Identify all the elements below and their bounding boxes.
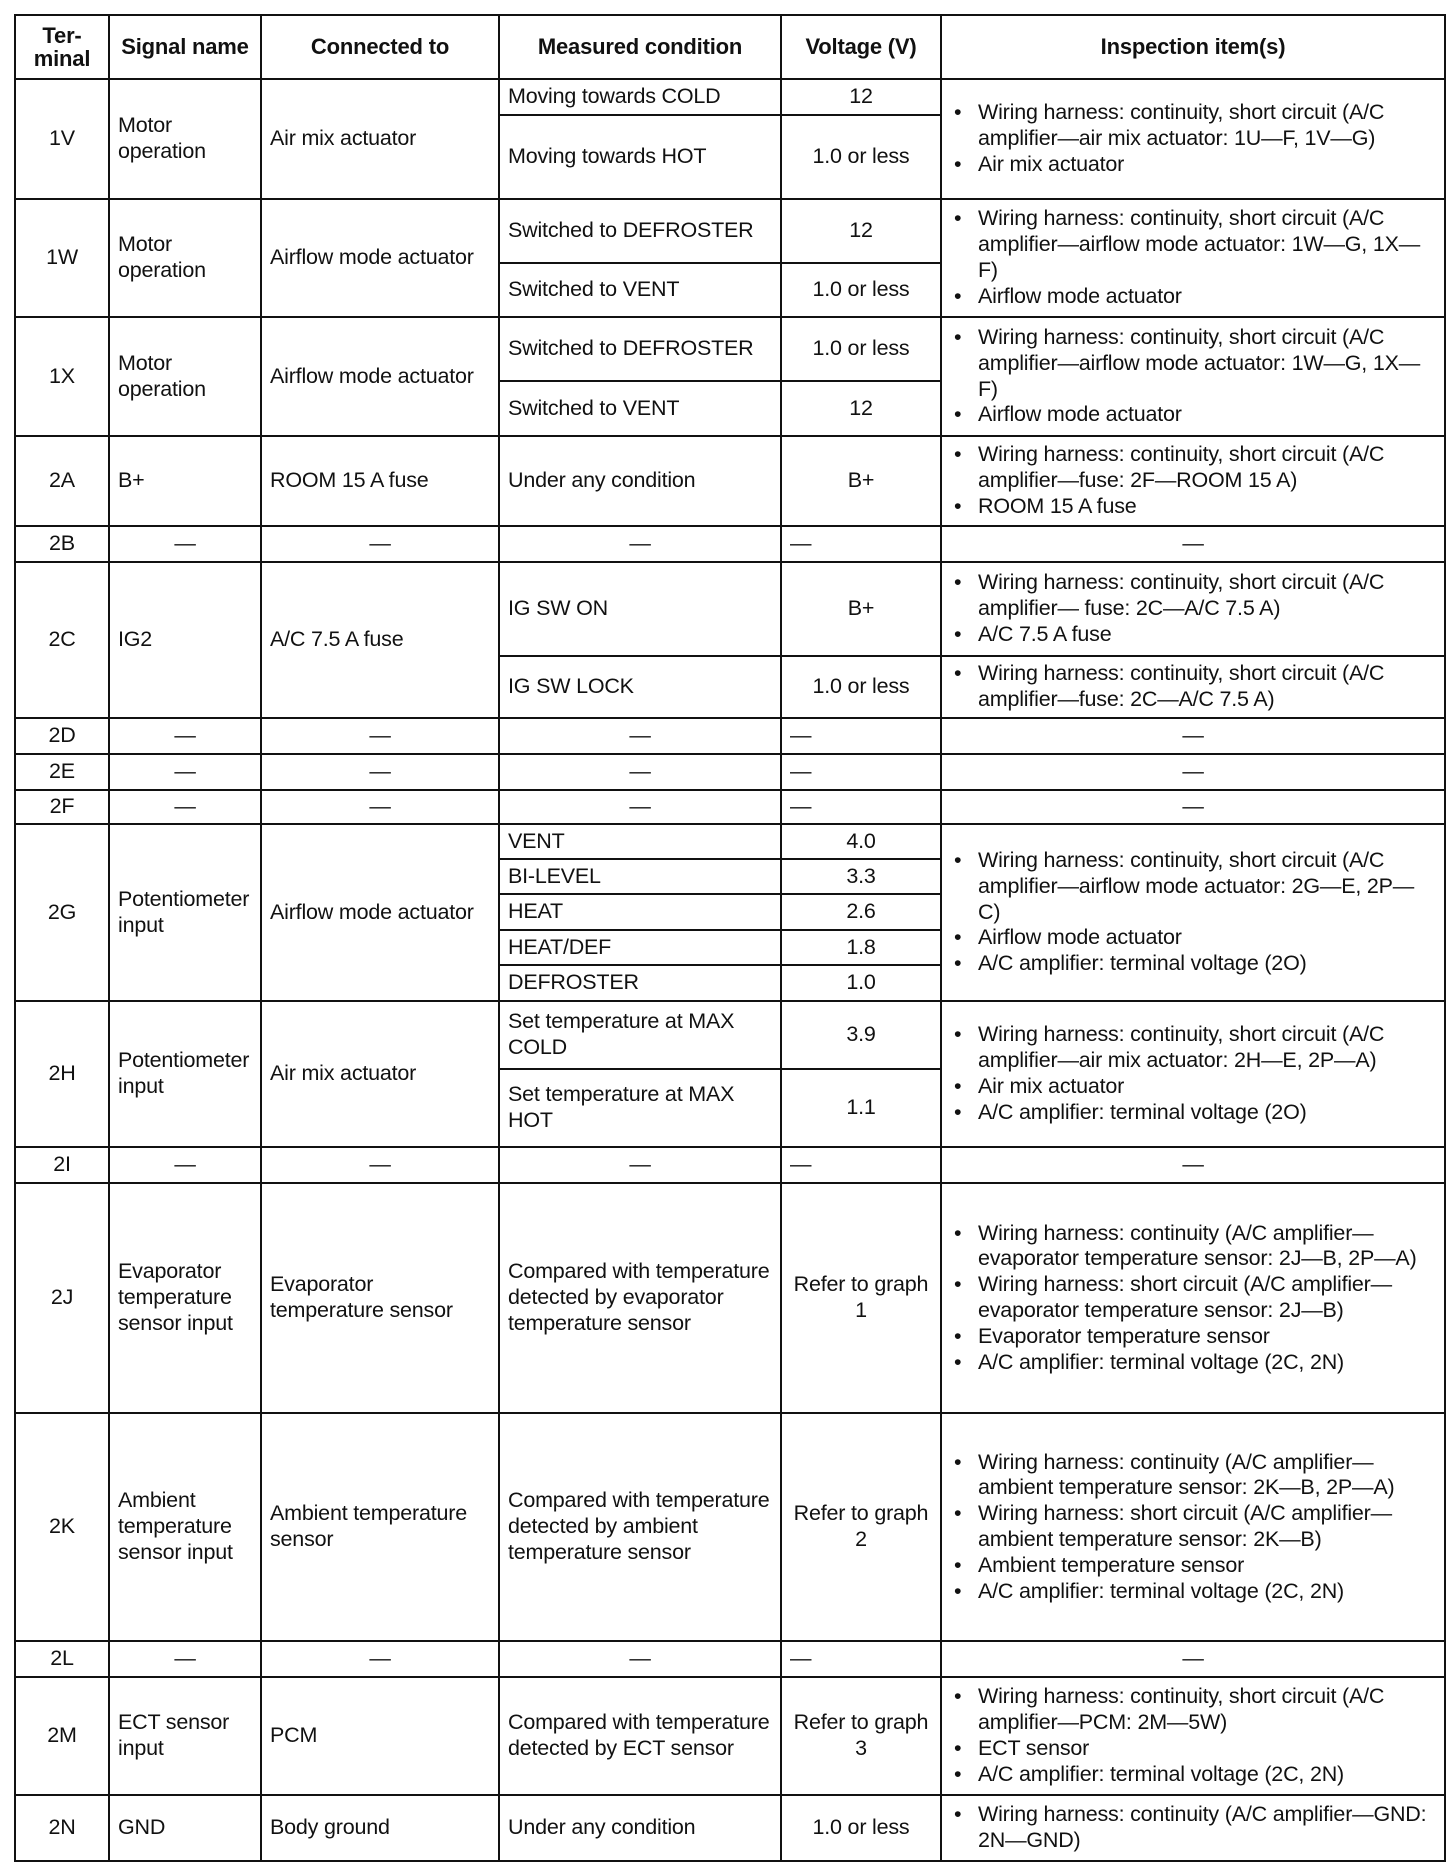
inspection-cell — [941, 436, 1445, 526]
measured-condition-cell: Moving towards COLD — [499, 79, 781, 115]
voltage-cell: B+ — [781, 562, 941, 656]
measured-condition-cell: Switched to DEFROSTER — [499, 317, 781, 381]
terminal-cell: 1X — [15, 317, 109, 436]
connected-to-cell: — — [261, 1641, 499, 1677]
inspection-item: • A/C amplifier: terminal voltage (2C, 2N) — [978, 1579, 1436, 1605]
inspection-list — [950, 100, 1436, 177]
table-row — [15, 526, 1445, 562]
inspection-cell: — — [941, 1641, 1445, 1677]
connected-to-cell: Air mix actuator — [261, 1001, 499, 1147]
terminal-cell: 2B — [15, 526, 109, 562]
inspection-item: • Evaporator temperature sensor — [978, 1324, 1436, 1350]
inspection-cell — [941, 1001, 1445, 1147]
signal-name-cell: Motor operation — [109, 199, 261, 317]
inspection-cell — [941, 1413, 1445, 1641]
connected-to-cell: Air mix actuator — [261, 79, 499, 199]
header-connected-to: Connected to — [261, 15, 499, 79]
inspection-item: • Air mix actuator — [978, 152, 1436, 178]
inspection-item: • Wiring harness: continuity, short circuit (A/C amplifier—fuse: 2C—A/C 7.5 A) — [978, 661, 1436, 713]
measured-condition-cell: Set temperature at MAX HOT — [499, 1069, 781, 1147]
measured-condition-cell: VENT — [499, 824, 781, 859]
inspection-item: • Wiring harness: continuity, short circuit (A/C amplifier—PCM: 2M—5W) — [978, 1684, 1436, 1736]
terminal-cell: 1W — [15, 199, 109, 317]
measured-condition-cell: — — [499, 790, 781, 824]
signal-name-cell: GND — [109, 1795, 261, 1861]
inspection-list — [950, 1802, 1436, 1854]
table-row — [15, 1183, 1445, 1413]
connected-to-cell: — — [261, 790, 499, 824]
voltage-cell: — — [781, 754, 941, 790]
header-inspection-items: Inspection item(s) — [941, 15, 1445, 79]
signal-name-cell: IG2 — [109, 562, 261, 718]
inspection-cell — [941, 317, 1445, 436]
inspection-item: • Air mix actuator — [978, 1074, 1436, 1100]
inspection-cell — [941, 656, 1445, 718]
signal-name-cell: Motor operation — [109, 79, 261, 199]
table-row — [15, 1795, 1445, 1861]
voltage-cell: — — [781, 1147, 941, 1183]
inspection-list — [950, 206, 1436, 309]
table-row — [15, 79, 1445, 115]
connected-to-cell: — — [261, 718, 499, 754]
terminal-cell: 2E — [15, 754, 109, 790]
inspection-item: • Wiring harness: continuity (A/C amplifier—evaporator temperature sensor: 2J—B, 2P—A) — [978, 1221, 1436, 1273]
voltage-cell: 2.6 — [781, 894, 941, 930]
measured-condition-cell: Moving towards HOT — [499, 115, 781, 199]
measured-condition-cell: Set temperature at MAX COLD — [499, 1001, 781, 1069]
signal-name-cell: Evaporator temperature sensor input — [109, 1183, 261, 1413]
voltage-cell: B+ — [781, 436, 941, 526]
table-row — [15, 824, 1445, 859]
inspection-item: • A/C amplifier: terminal voltage (2O) — [978, 951, 1436, 977]
voltage-cell: 12 — [781, 199, 941, 263]
inspection-item: • Wiring harness: continuity (A/C amplifier—ambient temperature sensor: 2K—B, 2P—A) — [978, 1450, 1436, 1502]
inspection-cell — [941, 79, 1445, 199]
inspection-item: • A/C 7.5 A fuse — [978, 622, 1436, 648]
connected-to-cell: Airflow mode actuator — [261, 317, 499, 436]
terminal-cell: 2F — [15, 790, 109, 824]
measured-condition-cell: Switched to VENT — [499, 381, 781, 436]
inspection-list — [950, 325, 1436, 428]
voltage-cell: 1.0 or less — [781, 656, 941, 718]
inspection-item: • Wiring harness: continuity, short circuit (A/C amplifier—airflow mode actuator: 1W—G, 1X—F) — [978, 325, 1436, 402]
connected-to-cell: A/C 7.5 A fuse — [261, 562, 499, 718]
table-row — [15, 436, 1445, 526]
inspection-item: • Wiring harness: short circuit (A/C amplifier—ambient temperature sensor: 2K—B) — [978, 1501, 1436, 1553]
inspection-item: • Airflow mode actuator — [978, 925, 1436, 951]
measured-condition-cell: — — [499, 526, 781, 562]
measured-condition-cell: BI-LEVEL — [499, 859, 781, 894]
voltage-cell: — — [781, 790, 941, 824]
inspection-item: • Wiring harness: continuity, short circuit (A/C amplifier—airflow mode actuator: 2G—E, 2P—C) — [978, 848, 1436, 925]
inspection-list — [950, 1450, 1436, 1605]
connected-to-cell: Airflow mode actuator — [261, 824, 499, 1001]
voltage-cell: 1.0 or less — [781, 317, 941, 381]
inspection-cell — [941, 1183, 1445, 1413]
voltage-cell: 12 — [781, 79, 941, 115]
terminal-cell: 1V — [15, 79, 109, 199]
measured-condition-cell: IG SW LOCK — [499, 656, 781, 718]
terminal-cell: 2J — [15, 1183, 109, 1413]
measured-condition-cell: — — [499, 718, 781, 754]
table-row — [15, 1677, 1445, 1795]
voltage-cell: 12 — [781, 381, 941, 436]
terminal-cell: 2M — [15, 1677, 109, 1795]
signal-name-cell: Ambient temperature sensor input — [109, 1413, 261, 1641]
signal-name-cell: ECT sensor input — [109, 1677, 261, 1795]
measured-condition-cell: IG SW ON — [499, 562, 781, 656]
inspection-list — [950, 848, 1436, 977]
inspection-cell — [941, 1795, 1445, 1861]
inspection-list — [950, 1221, 1436, 1376]
voltage-cell: — — [781, 526, 941, 562]
measured-condition-cell: — — [499, 1641, 781, 1677]
table-row — [15, 1641, 1445, 1677]
inspection-cell: — — [941, 790, 1445, 824]
voltage-cell: Refer to graph 1 — [781, 1183, 941, 1413]
signal-name-cell: Motor operation — [109, 317, 261, 436]
inspection-item: • Wiring harness: continuity, short circuit (A/C amplifier— fuse: 2C—A/C 7.5 A) — [978, 570, 1436, 622]
terminal-inspection-table — [14, 14, 1446, 1862]
voltage-cell: 4.0 — [781, 824, 941, 859]
inspection-cell — [941, 1677, 1445, 1795]
connected-to-cell: — — [261, 1147, 499, 1183]
header-voltage: Voltage (V) — [781, 15, 941, 79]
signal-name-cell: — — [109, 754, 261, 790]
header-signal-name: Signal name — [109, 15, 261, 79]
header-row — [15, 15, 1445, 79]
inspection-item: • A/C amplifier: terminal voltage (2C, 2N) — [978, 1350, 1436, 1376]
inspection-cell — [941, 562, 1445, 656]
measured-condition-cell: Compared with temperature detected by ECT sensor — [499, 1677, 781, 1795]
inspection-item: • ROOM 15 A fuse — [978, 494, 1436, 520]
table-row — [15, 1001, 1445, 1069]
measured-condition-cell: Switched to DEFROSTER — [499, 199, 781, 263]
inspection-item: • A/C amplifier: terminal voltage (2C, 2N) — [978, 1762, 1436, 1788]
connected-to-cell: ROOM 15 A fuse — [261, 436, 499, 526]
voltage-cell: 1.0 or less — [781, 1795, 941, 1861]
inspection-item: • Airflow mode actuator — [978, 284, 1436, 310]
connected-to-cell: PCM — [261, 1677, 499, 1795]
signal-name-cell: Potentiometer input — [109, 824, 261, 1001]
signal-name-cell: — — [109, 790, 261, 824]
measured-condition-cell: Under any condition — [499, 1795, 781, 1861]
terminal-cell: 2A — [15, 436, 109, 526]
measured-condition-cell: Under any condition — [499, 436, 781, 526]
inspection-cell: — — [941, 526, 1445, 562]
inspection-list — [950, 570, 1436, 647]
voltage-cell: — — [781, 718, 941, 754]
inspection-item: • ECT sensor — [978, 1736, 1436, 1762]
voltage-cell: 3.9 — [781, 1001, 941, 1069]
voltage-cell: 1.0 — [781, 965, 941, 1001]
header-terminal: Ter- minal — [15, 15, 109, 79]
inspection-item: • A/C amplifier: terminal voltage (2O) — [978, 1100, 1436, 1126]
inspection-item: • Wiring harness: continuity (A/C amplifier—GND: 2N—GND) — [978, 1802, 1436, 1854]
terminal-cell: 2G — [15, 824, 109, 1001]
measured-condition-cell: HEAT/DEF — [499, 930, 781, 965]
terminal-cell: 2K — [15, 1413, 109, 1641]
terminal-cell: 2N — [15, 1795, 109, 1861]
signal-name-cell: — — [109, 1641, 261, 1677]
connected-to-cell: Ambient temperature sensor — [261, 1413, 499, 1641]
inspection-list — [950, 661, 1436, 713]
table-row — [15, 1147, 1445, 1183]
measured-condition-cell: Compared with temperature detected by evaporator temperature sensor — [499, 1183, 781, 1413]
inspection-item: • Wiring harness: continuity, short circuit (A/C amplifier—air mix actuator: 1U—F, 1V—G) — [978, 100, 1436, 152]
measured-condition-cell: — — [499, 1147, 781, 1183]
measured-condition-cell: DEFROSTER — [499, 965, 781, 1001]
table-row — [15, 562, 1445, 656]
inspection-cell: — — [941, 718, 1445, 754]
connected-to-cell: — — [261, 754, 499, 790]
voltage-cell: 1.1 — [781, 1069, 941, 1147]
measured-condition-cell: Compared with temperature detected by ambient temperature sensor — [499, 1413, 781, 1641]
signal-name-cell: — — [109, 718, 261, 754]
table-row — [15, 754, 1445, 790]
terminal-cell: 2H — [15, 1001, 109, 1147]
measured-condition-cell: Switched to VENT — [499, 263, 781, 317]
table-row — [15, 317, 1445, 381]
table-row — [15, 790, 1445, 824]
signal-name-cell: — — [109, 1147, 261, 1183]
inspection-list — [950, 1684, 1436, 1787]
inspection-list — [950, 1022, 1436, 1125]
voltage-cell: 1.0 or less — [781, 263, 941, 317]
voltage-cell: Refer to graph 3 — [781, 1677, 941, 1795]
terminal-cell: 2C — [15, 562, 109, 718]
terminal-cell: 2D — [15, 718, 109, 754]
table-row — [15, 718, 1445, 754]
voltage-cell: — — [781, 1641, 941, 1677]
inspection-item: • Ambient temperature sensor — [978, 1553, 1436, 1579]
connected-to-cell: Body ground — [261, 1795, 499, 1861]
inspection-item: • Wiring harness: short circuit (A/C amplifier—evaporator temperature sensor: 2J—B) — [978, 1272, 1436, 1324]
voltage-cell: Refer to graph 2 — [781, 1413, 941, 1641]
terminal-cell: 2L — [15, 1641, 109, 1677]
voltage-cell: 1.8 — [781, 930, 941, 965]
inspection-item: • Wiring harness: continuity, short circuit (A/C amplifier—air mix actuator: 2H—E, 2P—A) — [978, 1022, 1436, 1074]
inspection-item: • Airflow mode actuator — [978, 402, 1436, 428]
measured-condition-cell: — — [499, 754, 781, 790]
signal-name-cell: Potentiometer input — [109, 1001, 261, 1147]
inspection-list — [950, 442, 1436, 519]
connected-to-cell: Evaporator temperature sensor — [261, 1183, 499, 1413]
connected-to-cell: Airflow mode actuator — [261, 199, 499, 317]
inspection-item: • Wiring harness: continuity, short circuit (A/C amplifier—fuse: 2F—ROOM 15 A) — [978, 442, 1436, 494]
inspection-item: • Wiring harness: continuity, short circuit (A/C amplifier—airflow mode actuator: 1W—G, 1X—F) — [978, 206, 1436, 283]
signal-name-cell: B+ — [109, 436, 261, 526]
inspection-cell: — — [941, 754, 1445, 790]
connected-to-cell: — — [261, 526, 499, 562]
measured-condition-cell: HEAT — [499, 894, 781, 930]
header-measured-condition: Measured condition — [499, 15, 781, 79]
table-row — [15, 199, 1445, 263]
voltage-cell: 1.0 or less — [781, 115, 941, 199]
voltage-cell: 3.3 — [781, 859, 941, 894]
table-row — [15, 1413, 1445, 1641]
inspection-cell: — — [941, 1147, 1445, 1183]
inspection-cell — [941, 824, 1445, 1001]
terminal-cell: 2I — [15, 1147, 109, 1183]
signal-name-cell: — — [109, 526, 261, 562]
inspection-cell — [941, 199, 1445, 317]
